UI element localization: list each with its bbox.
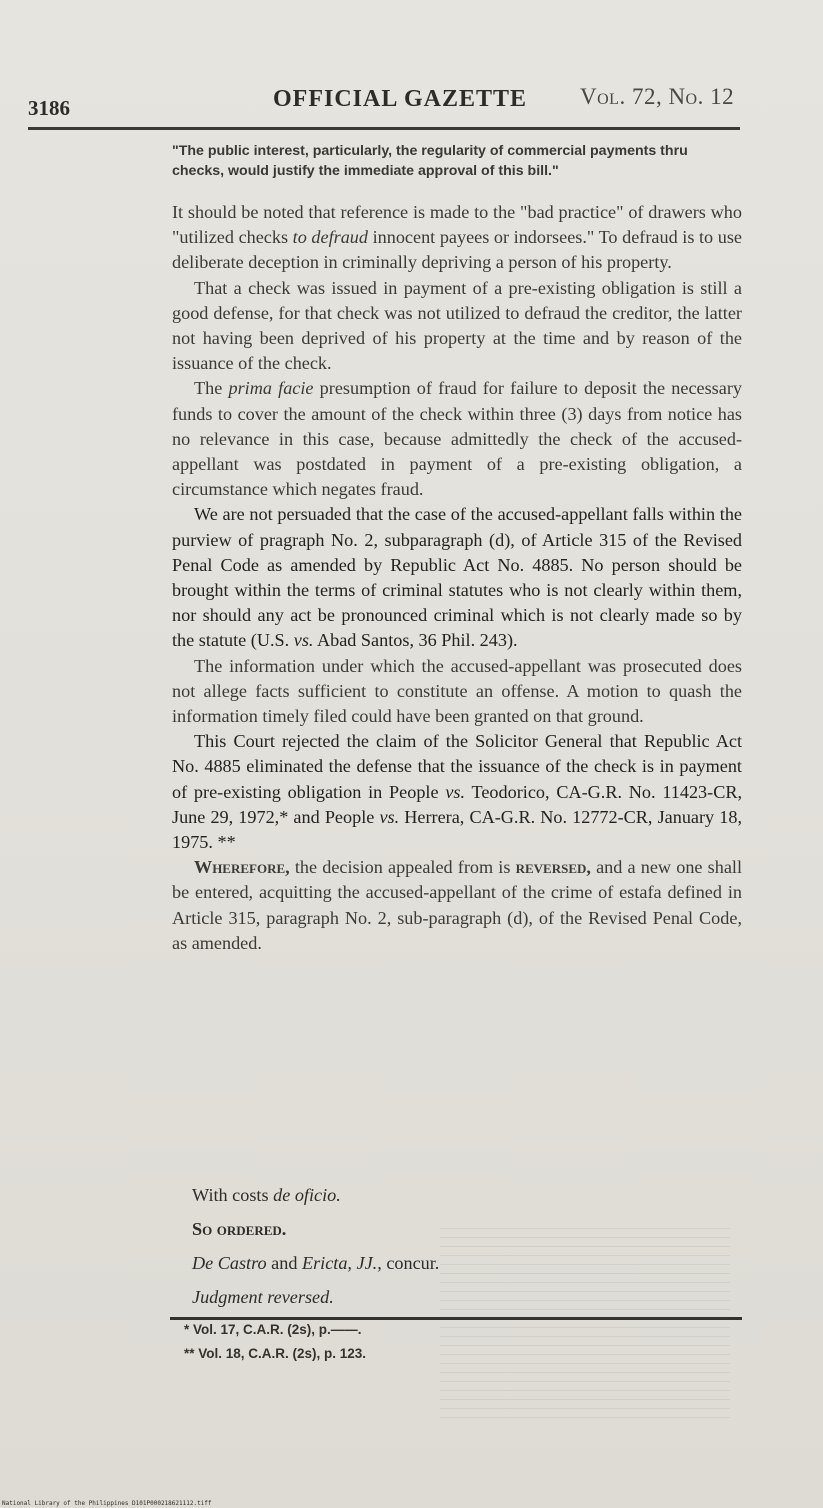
page-header [0,84,823,120]
paragraph-information: The information under which the accused-appellant was prosecuted does not allege facts sufficient to constitute an offense. A motion to quash the information timely filed could have been granted on that ground. [172,655,742,727]
page-number: 3186 [28,96,70,120]
quoted-passage: "The public interest, particularly, the regularity of commercial payments thru checks, would justify the immediate approval of this bill." [172,143,688,179]
volume-issue: Vol. 72, No. 12 [580,84,735,109]
publication-title: OFFICIAL GAZETTE [273,86,528,112]
costs-line: With costs de oficio. [192,1185,341,1205]
footnote-1: * Vol. 17, C.A.R. (2s), p.——. [184,1322,362,1337]
so-ordered-line: So ordered. [192,1219,287,1239]
scan-label: National Library of the Philippines D101P000218621112.tiff [2,1500,212,1507]
show-through-texture [440,1220,730,1420]
paragraph-prima-facie: The prima facie presumption of fraud for failure to deposit the necessary funds to cover the amount of the check within three (3) days from notice has no relevance in this case, because admittedly the check of the accused-appellant was postdated in payment of a pre-existing obligation, a circumstance which negates fraud. [172,378,742,500]
footnote-2: ** Vol. 18, C.A.R. (2s), p. 123. [184,1346,367,1361]
judgment-line: Judgment reversed. [192,1287,334,1307]
paragraph-wherefore: Wherefore, the decision appealed from is reversed, and a new one shall be entered, acquitting the accused-appellant of the crime of estafa defined in Article 315, paragraph No. 2, sub-paragraph (d), of the Revised Penal Code, as amended. [172,857,742,953]
concurrence-line: De Castro and Ericta, JJ., concur. [192,1253,440,1273]
paragraph-defraud: It should be noted that reference is made to the "bad practice" of drawers who "utilized checks to defraud innocent payees or indorsees." To defraud is to use deliberate deception in criminally depriving a person of his property. [172,202,742,273]
paragraph-not-persuaded: We are not persuaded that the case of the accused-appellant falls within the purview of pragraph No. 2, subparagraph (d), of Article 315 of the Revised Penal Code as amended by Republic Act No. 4885. No person should be brought within the terms of criminal statutes who is not clearly within them, nor should any act be pronounced criminal which is not clearly made so by the statute (U.S. vs. Abad Santos, 36 Phil. 243). [172,504,742,651]
header-rule [28,127,740,130]
body-text [172,200,742,956]
paragraph-solicitor-general: This Court rejected the claim of the Solicitor General that Republic Act No. 4885 eliminated the defense that the issuance of the check is in payment of pre-existing obligation in People vs. Teodorico, CA-G.R. No. 11423-CR, June 29, 1972,* and People vs. Herrera, CA-G.R. No. 12772-CR, January 18, 1975. ** [172,731,743,853]
paragraph-good-defense: That a check was issued in payment of a pre-existing obligation is still a good defense, for that check was not utilized to defraud the creditor, the latter not having been deprived of his property at the time and by reason of the issuance of the check. [172,277,742,374]
